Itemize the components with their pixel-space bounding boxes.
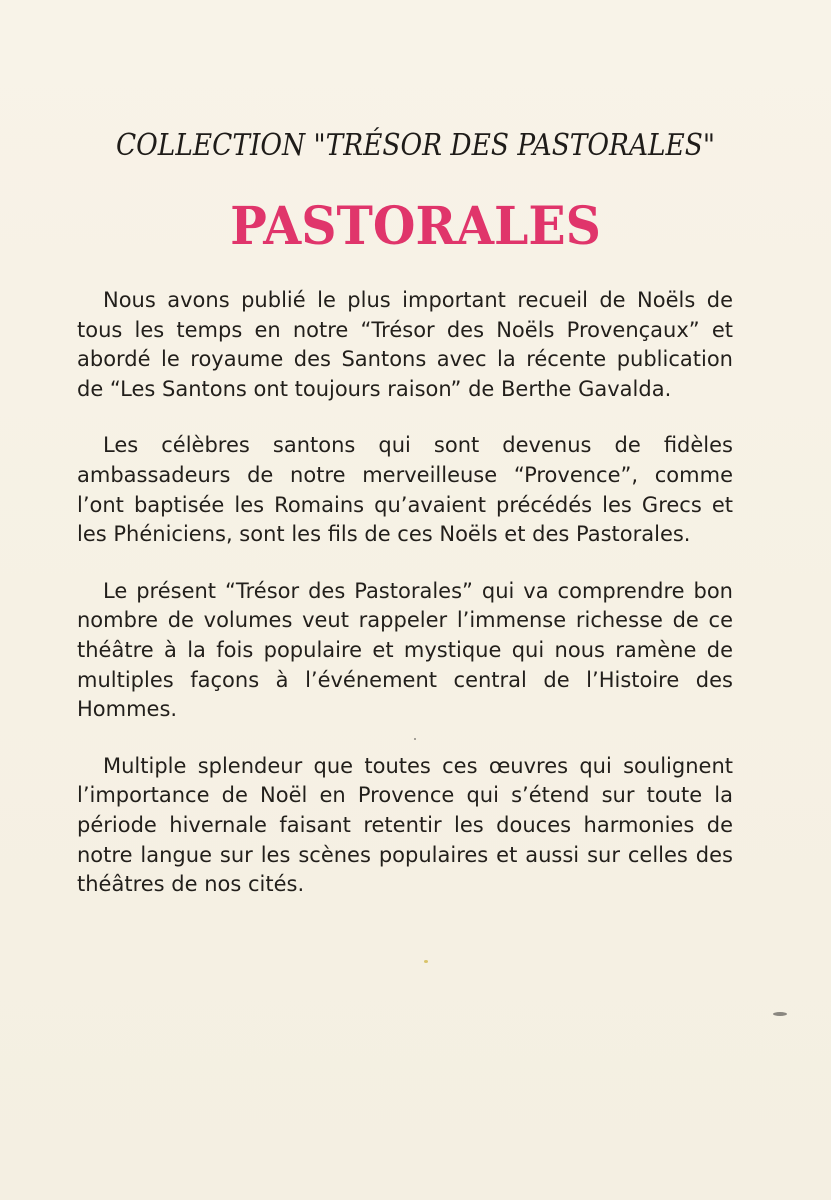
- paper-speck: [414, 738, 416, 740]
- paragraph-4: Multiple splendeur que toutes ces œuvres qui soulignent l’importance de Noël en Provence qui s’étend sur toute la période hivernale faisant retentir les douces harmonies de notre langue sur les scènes populaires et aussi sur celles des théâtres de nos cités.: [77, 753, 733, 897]
- paper-speck: [424, 960, 428, 963]
- page-title: PASTORALES: [230, 196, 601, 257]
- collection-heading: COLLECTION "TRÉSOR DES PASTORALES": [115, 128, 716, 163]
- paragraph-3: Le présent “Trésor des Pastorales” qui va comprendre bon nombre de volumes veut rappeler l’immense richesse de ce théâtre à la fois populaire et mystique qui nous ramène de multiples façons à l’événement central de l’Histoire des Hommes.: [77, 578, 733, 722]
- body-text: [77, 286, 733, 927]
- paper-speck: [773, 1012, 787, 1016]
- paragraph-2: Les célèbres santons qui sont devenus de fidèles ambassadeurs de notre merveilleuse “Provence”, comme l’ont baptisée les Romains qu’avaient précédés les Grecs et les Phéniciens, sont les fils de ces Noëls et des Pastorales.: [77, 433, 733, 547]
- paragraph-1: Nous avons publié le plus important recueil de Noëls de tous les temps en notre “Trésor des Noëls Provençaux” et abordé le royaume des Santons avec la récente publication de “Les Santons ont toujours raison” de Berthe Gavalda.: [77, 288, 733, 401]
